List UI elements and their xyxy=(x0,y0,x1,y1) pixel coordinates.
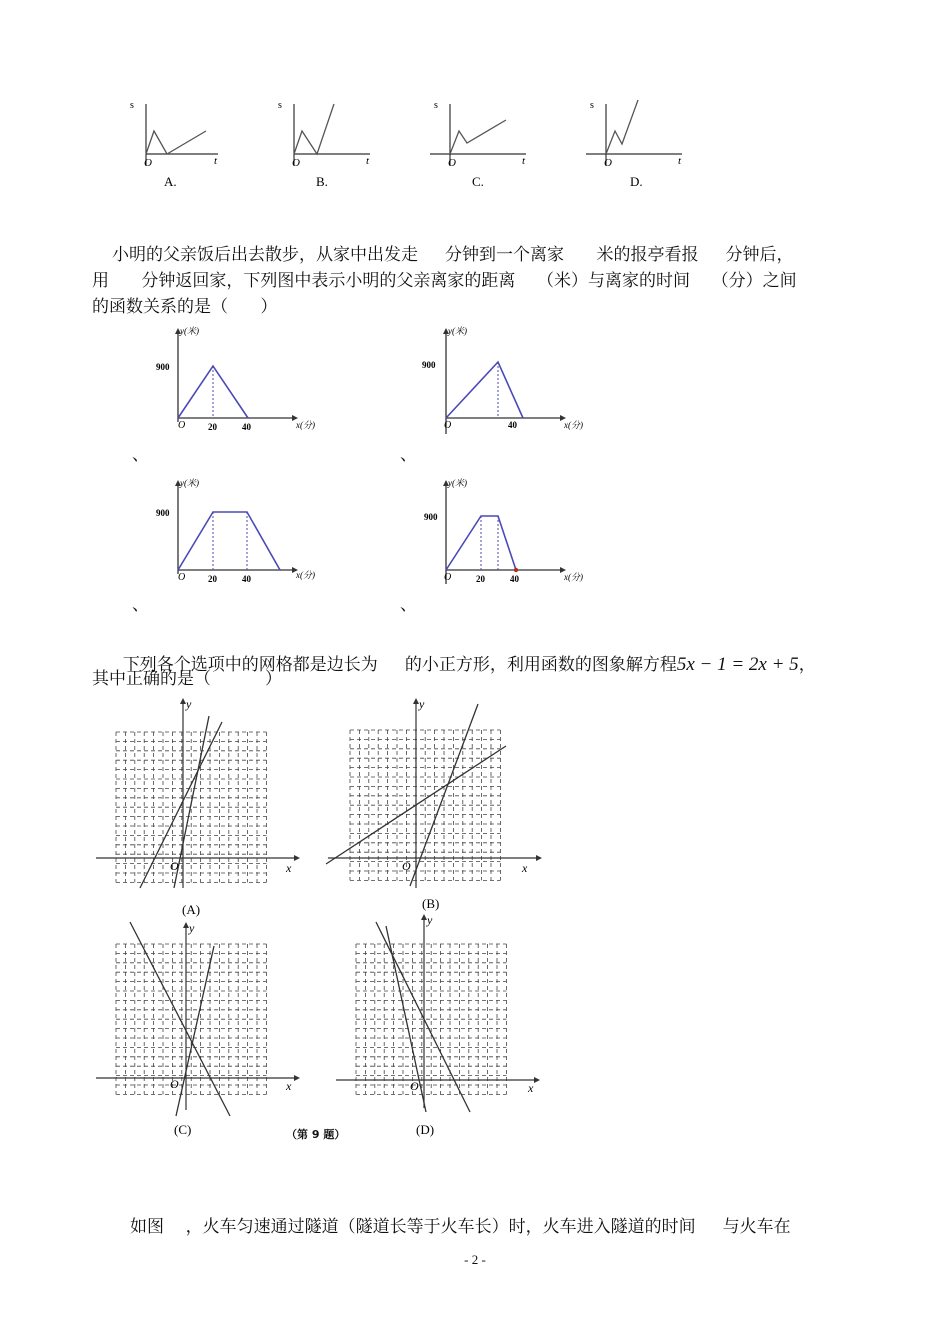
grid-graph-b xyxy=(322,696,552,926)
walk-graph-2 xyxy=(418,322,598,438)
x-tick-40: 40 xyxy=(510,574,519,584)
walk-graph-4 xyxy=(418,474,598,590)
option-label-a: A. xyxy=(164,174,177,189)
figure-caption: （第 9 题） xyxy=(286,1128,346,1141)
walk-question-line-1: 小明的父亲饭后出去散步，从家中出发走 分钟到一个离家 米的报亭看报 分钟后， xyxy=(112,245,794,265)
option-separator: 、 xyxy=(400,445,417,465)
train-question-line-1: 如图 ，火车匀速通过隧道（隧道长等于火车长）时，火车进入隧道的时间 与火车在 xyxy=(130,1217,791,1237)
x-axis-label: x xyxy=(528,1081,534,1095)
option-label-c: C. xyxy=(472,174,484,189)
option-label-b: (B) xyxy=(422,896,440,911)
origin-label: O xyxy=(292,157,300,169)
origin-label: O xyxy=(170,1077,179,1091)
x-tick-40: 40 xyxy=(508,420,517,430)
y-tick-900: 900 xyxy=(424,512,438,522)
top-graph-d xyxy=(578,96,688,192)
y-tick-900: 900 xyxy=(156,362,170,372)
t-axis-label: t xyxy=(678,155,682,167)
origin-label: O xyxy=(178,420,186,431)
y-axis-label: y(米) xyxy=(448,478,467,488)
grid-graph-a xyxy=(90,696,310,926)
x-axis-label: x(分) xyxy=(296,420,315,430)
x-tick-20: 20 xyxy=(476,574,485,584)
s-axis-label: s xyxy=(130,100,134,111)
comma: ， xyxy=(798,655,816,675)
walk-graph-3 xyxy=(150,474,330,590)
option-separator: 、 xyxy=(400,595,417,615)
x-axis-label: x(分) xyxy=(564,572,583,582)
x-axis-label: x(分) xyxy=(296,570,315,580)
grid-graph-d xyxy=(330,912,550,1140)
y-axis-label: y(米) xyxy=(180,478,199,488)
grid-question-line-2: 其中正确的是（ ） xyxy=(92,669,283,689)
x-tick-40: 40 xyxy=(242,422,251,432)
y-axis-label: y(米) xyxy=(448,326,467,336)
grid-question-text: 下列各个选项中的网格都是边长为 的小正方形，利用函数的图象解方程 xyxy=(122,655,677,675)
y-tick-900: 900 xyxy=(422,360,436,370)
y-axis-label: y xyxy=(419,697,425,711)
option-label-d: D. xyxy=(630,174,643,189)
s-axis-label: s xyxy=(434,100,438,111)
x-tick-20: 20 xyxy=(208,574,217,584)
origin-label: O xyxy=(170,859,179,873)
origin-label: O xyxy=(604,157,612,169)
origin-label: O xyxy=(178,572,186,583)
walk-question-line-2: 用 分钟返回家，下列图中表示小明的父亲离家的距离 （米）与离家的时间 （分）之间 xyxy=(92,271,797,291)
option-separator: 、 xyxy=(132,445,149,465)
walk-graph-1 xyxy=(150,322,330,438)
x-axis-label: x xyxy=(286,1079,292,1093)
origin-label: O xyxy=(448,157,456,169)
dashed-grid xyxy=(116,944,266,1094)
s-axis-label: s xyxy=(590,100,594,111)
option-label-a: (A) xyxy=(182,902,201,917)
x-axis-label: x xyxy=(286,861,292,875)
s-axis-label: s xyxy=(278,100,282,111)
origin-label: O xyxy=(144,157,152,169)
x-axis-label: x xyxy=(522,861,528,875)
grid-graph-c xyxy=(90,920,310,1140)
x-axis-label: x(分) xyxy=(564,420,583,430)
option-separator: 、 xyxy=(132,595,149,615)
y-tick-900: 900 xyxy=(156,508,170,518)
origin-label: O xyxy=(402,859,411,873)
option-label-d: (D) xyxy=(416,1122,435,1137)
y-axis-label: y xyxy=(189,921,195,935)
origin-label: O xyxy=(444,572,452,583)
x-tick-20: 20 xyxy=(208,422,217,432)
origin-label: O xyxy=(444,420,452,431)
t-axis-label: t xyxy=(366,155,370,167)
top-graph-b xyxy=(266,96,376,192)
x-tick-40: 40 xyxy=(242,574,251,584)
top-graph-c xyxy=(422,96,532,192)
origin-label: O xyxy=(410,1079,419,1093)
top-graph-a xyxy=(118,96,228,192)
y-axis-label: y xyxy=(427,913,433,927)
dashed-grid xyxy=(356,944,506,1094)
equation: 5x − 1 = 2x + 5 xyxy=(676,654,799,675)
t-axis-label: t xyxy=(214,155,218,167)
y-axis-label: y xyxy=(186,697,192,711)
y-axis-label: y(米) xyxy=(180,326,199,336)
t-axis-label: t xyxy=(522,155,526,167)
option-label-b: B. xyxy=(316,174,328,189)
walk-question-line-3: 的函数关系的是（ ） xyxy=(92,297,278,317)
dashed-grid xyxy=(116,732,266,882)
option-label-c: (C) xyxy=(174,1122,192,1137)
page-number: - 2 - xyxy=(464,1252,486,1267)
